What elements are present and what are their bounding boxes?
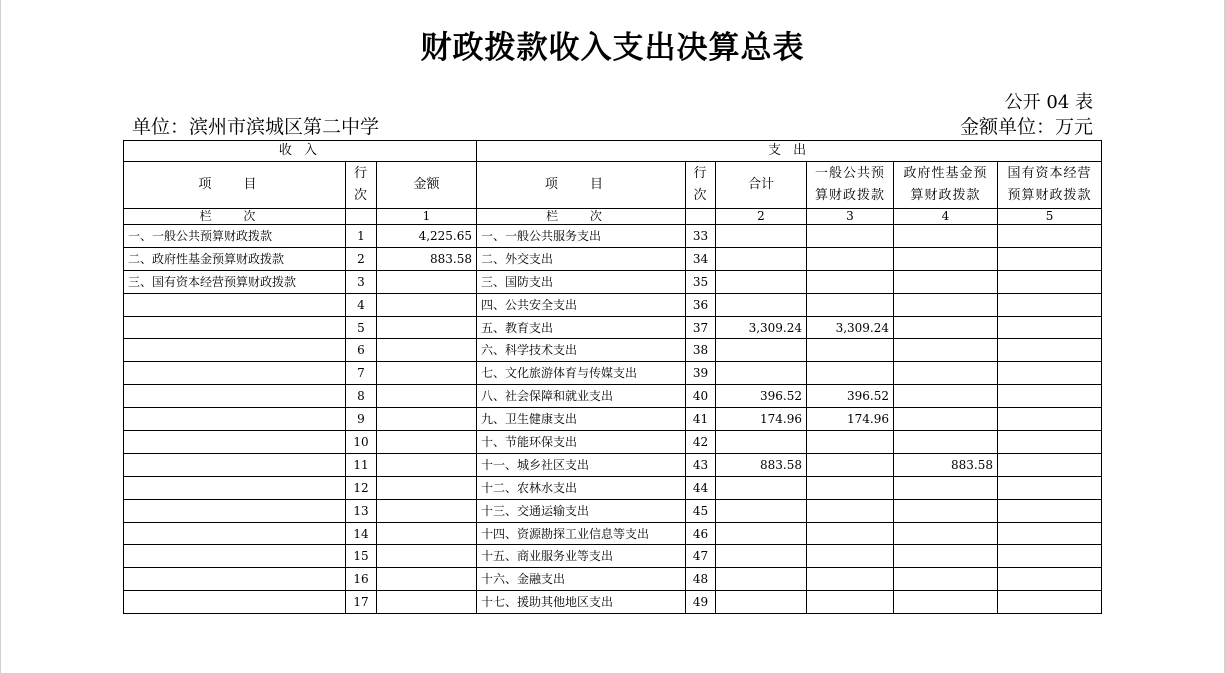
expense-item-cell: 十三、交通运输支出 (477, 499, 686, 522)
expense-row-no-cell: 42 (686, 431, 716, 454)
state-capital-cell (998, 293, 1102, 316)
page-title: 财政拨款收入支出决算总表 (420, 30, 805, 66)
fund-budget-header: 政府性基金预算财政拨款 (894, 162, 998, 209)
expense-col-3: 3 (807, 209, 894, 225)
income-row-no-cell: 14 (346, 522, 377, 545)
fund-budget-cell (894, 522, 998, 545)
expense-item-cell: 七、文化旅游体育与传媒支出 (477, 362, 686, 385)
state-capital-cell (998, 316, 1102, 339)
expense-item-cell: 六、科学技术支出 (477, 339, 686, 362)
table-row (124, 225, 1102, 248)
income-amount-cell (377, 339, 477, 362)
total-cell (716, 545, 807, 568)
table-row (124, 293, 1102, 316)
general-budget-cell: 396.52 (807, 385, 894, 408)
fund-budget-cell (894, 316, 998, 339)
expense-row-no-cell: 33 (686, 225, 716, 248)
form-number: 公开 04 表 (1004, 92, 1093, 113)
expense-item-cell: 十、节能环保支出 (477, 431, 686, 454)
budget-table (123, 140, 1102, 614)
table-row (124, 339, 1102, 362)
state-capital-cell (998, 476, 1102, 499)
state-capital-cell (998, 545, 1102, 568)
income-row-no-index (346, 209, 377, 225)
state-capital-cell (998, 362, 1102, 385)
fund-budget-cell (894, 293, 998, 316)
income-item-cell (124, 339, 346, 362)
income-row-no-cell: 5 (346, 316, 377, 339)
income-amount-cell (377, 408, 477, 431)
table-row (124, 568, 1102, 591)
header-group-row (124, 141, 1102, 162)
general-budget-cell: 3,309.24 (807, 316, 894, 339)
income-row-no-cell: 11 (346, 453, 377, 476)
total-cell: 174.96 (716, 408, 807, 431)
income-item-cell (124, 591, 346, 614)
total-cell (716, 339, 807, 362)
income-row-no-cell: 2 (346, 247, 377, 270)
table-row (124, 499, 1102, 522)
expense-item-cell: 四、公共安全支出 (477, 293, 686, 316)
expense-item-cell: 三、国防支出 (477, 270, 686, 293)
total-cell (716, 476, 807, 499)
state-capital-cell (998, 225, 1102, 248)
table-row (124, 408, 1102, 431)
fund-budget-cell (894, 339, 998, 362)
general-budget-cell (807, 591, 894, 614)
total-cell (716, 431, 807, 454)
income-item-cell (124, 545, 346, 568)
total-cell (716, 568, 807, 591)
income-item-cell (124, 293, 346, 316)
table-row (124, 362, 1102, 385)
income-group-header: 收 入 (124, 141, 477, 162)
expense-col-2: 2 (716, 209, 807, 225)
income-row-no-cell: 12 (346, 476, 377, 499)
fund-budget-cell (894, 476, 998, 499)
total-cell (716, 293, 807, 316)
fund-budget-cell (894, 247, 998, 270)
income-item-cell: 一、一般公共预算财政拨款 (124, 225, 346, 248)
income-amount-cell (377, 431, 477, 454)
income-item-header: 项 目 (124, 162, 346, 209)
expense-row-no-cell: 43 (686, 453, 716, 476)
fund-budget-cell (894, 270, 998, 293)
income-amount-cell (377, 270, 477, 293)
income-amount-cell (377, 522, 477, 545)
income-item-cell (124, 522, 346, 545)
income-amount-cell (377, 362, 477, 385)
expense-row-no-cell: 41 (686, 408, 716, 431)
general-budget-cell (807, 568, 894, 591)
state-capital-cell (998, 499, 1102, 522)
total-cell: 883.58 (716, 453, 807, 476)
general-budget-cell (807, 270, 894, 293)
expense-row-no-cell: 35 (686, 270, 716, 293)
table-row (124, 431, 1102, 454)
income-column-label: 栏 次 (124, 209, 346, 225)
income-item-cell (124, 453, 346, 476)
income-item-cell (124, 316, 346, 339)
income-item-cell: 二、政府性基金预算财政拨款 (124, 247, 346, 270)
expense-item-cell: 九、卫生健康支出 (477, 408, 686, 431)
table-row (124, 476, 1102, 499)
table-row (124, 545, 1102, 568)
fund-budget-cell (894, 225, 998, 248)
state-capital-cell (998, 568, 1102, 591)
state-capital-cell (998, 453, 1102, 476)
income-amount-cell (377, 545, 477, 568)
state-capital-cell (998, 270, 1102, 293)
income-row-no-header: 行次 (346, 162, 377, 209)
expense-row-no-cell: 34 (686, 247, 716, 270)
general-budget-cell (807, 431, 894, 454)
expense-item-cell: 一、一般公共服务支出 (477, 225, 686, 248)
header-column-row (124, 162, 1102, 209)
expense-item-cell: 十六、金融支出 (477, 568, 686, 591)
expense-row-no-index (686, 209, 716, 225)
income-row-no-cell: 1 (346, 225, 377, 248)
income-row-no-cell: 6 (346, 339, 377, 362)
expense-row-no-cell: 46 (686, 522, 716, 545)
expense-row-no-cell: 45 (686, 499, 716, 522)
fund-budget-cell (894, 431, 998, 454)
fund-budget-cell (894, 591, 998, 614)
total-header: 合计 (716, 162, 807, 209)
table-row (124, 270, 1102, 293)
income-row-no-cell: 13 (346, 499, 377, 522)
reporting-unit: 单位：滨州市滨城区第二中学 (132, 116, 380, 138)
expense-row-no-header: 行次 (686, 162, 716, 209)
income-item-cell (124, 385, 346, 408)
expense-row-no-cell: 38 (686, 339, 716, 362)
total-cell (716, 225, 807, 248)
income-amount-cell (377, 568, 477, 591)
expense-item-cell: 五、教育支出 (477, 316, 686, 339)
expense-row-no-cell: 48 (686, 568, 716, 591)
table-row (124, 591, 1102, 614)
expense-row-no-cell: 39 (686, 362, 716, 385)
expense-row-no-cell: 37 (686, 316, 716, 339)
expense-row-no-cell: 47 (686, 545, 716, 568)
amount-unit: 金额单位：万元 (959, 116, 1093, 138)
general-budget-header: 一般公共预算财政拨款 (807, 162, 894, 209)
income-item-cell: 三、国有资本经营预算财政拨款 (124, 270, 346, 293)
expense-item-header: 项 目 (477, 162, 686, 209)
table-row (124, 316, 1102, 339)
income-amount-cell (377, 293, 477, 316)
expense-item-cell: 二、外交支出 (477, 247, 686, 270)
income-item-cell (124, 499, 346, 522)
general-budget-cell (807, 453, 894, 476)
expense-item-cell: 十二、农林水支出 (477, 476, 686, 499)
fund-budget-cell (894, 499, 998, 522)
expense-col-5: 5 (998, 209, 1102, 225)
general-budget-cell (807, 293, 894, 316)
state-capital-cell (998, 591, 1102, 614)
income-amount-header: 金额 (377, 162, 477, 209)
total-cell (716, 247, 807, 270)
expense-item-cell: 十五、商业服务业等支出 (477, 545, 686, 568)
expense-col-4: 4 (894, 209, 998, 225)
total-cell (716, 362, 807, 385)
fund-budget-cell: 883.58 (894, 453, 998, 476)
income-row-no-cell: 17 (346, 591, 377, 614)
general-budget-cell (807, 362, 894, 385)
expense-row-no-cell: 40 (686, 385, 716, 408)
fund-budget-cell (894, 568, 998, 591)
income-amount-cell (377, 385, 477, 408)
column-index-row (124, 209, 1102, 225)
expense-column-label: 栏 次 (477, 209, 686, 225)
income-row-no-cell: 4 (346, 293, 377, 316)
income-item-cell (124, 568, 346, 591)
income-row-no-cell: 9 (346, 408, 377, 431)
income-row-no-cell: 8 (346, 385, 377, 408)
total-cell (716, 522, 807, 545)
general-budget-cell: 174.96 (807, 408, 894, 431)
total-cell (716, 591, 807, 614)
general-budget-cell (807, 522, 894, 545)
table-row (124, 522, 1102, 545)
total-cell: 396.52 (716, 385, 807, 408)
income-amount-cell (377, 453, 477, 476)
expense-row-no-cell: 49 (686, 591, 716, 614)
total-cell (716, 499, 807, 522)
expense-item-cell: 十一、城乡社区支出 (477, 453, 686, 476)
expense-item-cell: 十七、援助其他地区支出 (477, 591, 686, 614)
fund-budget-cell (894, 362, 998, 385)
income-amount-cell (377, 476, 477, 499)
table-row (124, 385, 1102, 408)
state-capital-cell (998, 408, 1102, 431)
income-item-cell (124, 476, 346, 499)
expense-row-no-cell: 44 (686, 476, 716, 499)
table-row (124, 453, 1102, 476)
expense-group-header: 支 出 (477, 141, 1102, 162)
total-cell: 3,309.24 (716, 316, 807, 339)
income-row-no-cell: 15 (346, 545, 377, 568)
state-capital-header: 国有资本经营预算财政拨款 (998, 162, 1102, 209)
fund-budget-cell (894, 385, 998, 408)
state-capital-cell (998, 385, 1102, 408)
total-cell (716, 270, 807, 293)
income-col-1: 1 (377, 209, 477, 225)
income-amount-cell (377, 591, 477, 614)
income-item-cell (124, 408, 346, 431)
income-amount-cell (377, 499, 477, 522)
income-row-no-cell: 7 (346, 362, 377, 385)
state-capital-cell (998, 247, 1102, 270)
income-row-no-cell: 16 (346, 568, 377, 591)
general-budget-cell (807, 225, 894, 248)
expense-item-cell: 十四、资源勘探工业信息等支出 (477, 522, 686, 545)
income-item-cell (124, 431, 346, 454)
expense-item-cell: 八、社会保障和就业支出 (477, 385, 686, 408)
general-budget-cell (807, 476, 894, 499)
income-item-cell (124, 362, 346, 385)
general-budget-cell (807, 499, 894, 522)
state-capital-cell (998, 339, 1102, 362)
state-capital-cell (998, 431, 1102, 454)
fund-budget-cell (894, 408, 998, 431)
income-amount-cell: 883.58 (377, 247, 477, 270)
income-row-no-cell: 3 (346, 270, 377, 293)
page-border-left (0, 0, 1, 673)
fund-budget-cell (894, 545, 998, 568)
income-amount-cell (377, 316, 477, 339)
state-capital-cell (998, 522, 1102, 545)
general-budget-cell (807, 339, 894, 362)
general-budget-cell (807, 247, 894, 270)
general-budget-cell (807, 545, 894, 568)
table-row (124, 247, 1102, 270)
expense-row-no-cell: 36 (686, 293, 716, 316)
income-amount-cell: 4,225.65 (377, 225, 477, 248)
income-row-no-cell: 10 (346, 431, 377, 454)
